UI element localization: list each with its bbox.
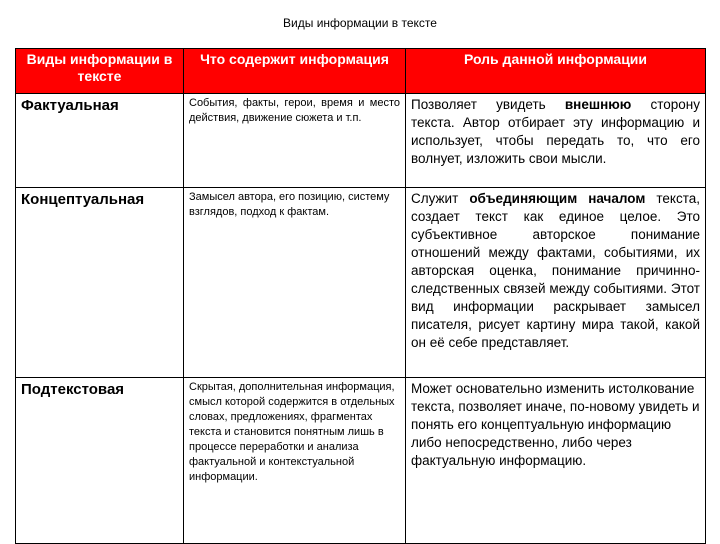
type-subtext: Подтекстовая	[16, 378, 184, 544]
role-conceptual-after: текста, создает текст как единое целое. Это субъективное авторское понимание отношений между фактами, событиями, их авторская оценка, понимание причинно-следственных связей между событиями. Этот вид информации раскрывает замысел писателя, рисует картину мира такой, какой он её себе представляет.	[411, 191, 700, 350]
type-conceptual: Концептуальная	[16, 188, 184, 378]
contains-conceptual: Замысел автора, его позицию, систему взглядов, подход к фактам.	[184, 188, 406, 378]
contains-factual: События, факты, герои, время и место действия, движение сюжета и т.п.	[184, 94, 406, 188]
info-table	[15, 48, 706, 544]
role-factual-after: сторону текста. Автор отбирает эту информацию и использует, чтобы передать то, что его волнует, изложить свои мысли.	[411, 97, 700, 166]
type-factual: Фактуальная	[16, 94, 184, 188]
header-role: Роль данной информации	[406, 49, 706, 94]
role-conceptual	[406, 188, 706, 378]
role-conceptual-strong: объединяющим началом	[469, 191, 646, 206]
table-row-subtext	[16, 378, 706, 544]
table-row-conceptual	[16, 188, 706, 378]
role-factual-strong: внешнюю	[564, 97, 632, 112]
role-subtext	[406, 378, 706, 544]
role-subtext-text: Может основательно изменить истолкование текста, позволяет иначе, по-новому увидеть и понять его концептуальную информацию либо непосредственно, либо через фактуальную информацию.	[411, 381, 700, 468]
table-header-row	[16, 49, 706, 94]
header-contains: Что содержит информация	[184, 49, 406, 94]
table-row-factual	[16, 94, 706, 188]
header-types: Виды информации в тексте	[16, 49, 184, 94]
role-conceptual-before: Служит	[411, 191, 470, 206]
role-factual	[406, 94, 706, 188]
role-factual-before: Позволяет увидеть	[411, 97, 565, 112]
page-title: Виды информации в тексте	[283, 16, 437, 30]
contains-subtext: Скрытая, дополнительная информация, смысл которой содержится в отдельных словах, предложениях, фрагментах текста и становится понятным лишь в процессе переработки и анализа фактуальной и контекстуальной информации.	[184, 378, 406, 544]
